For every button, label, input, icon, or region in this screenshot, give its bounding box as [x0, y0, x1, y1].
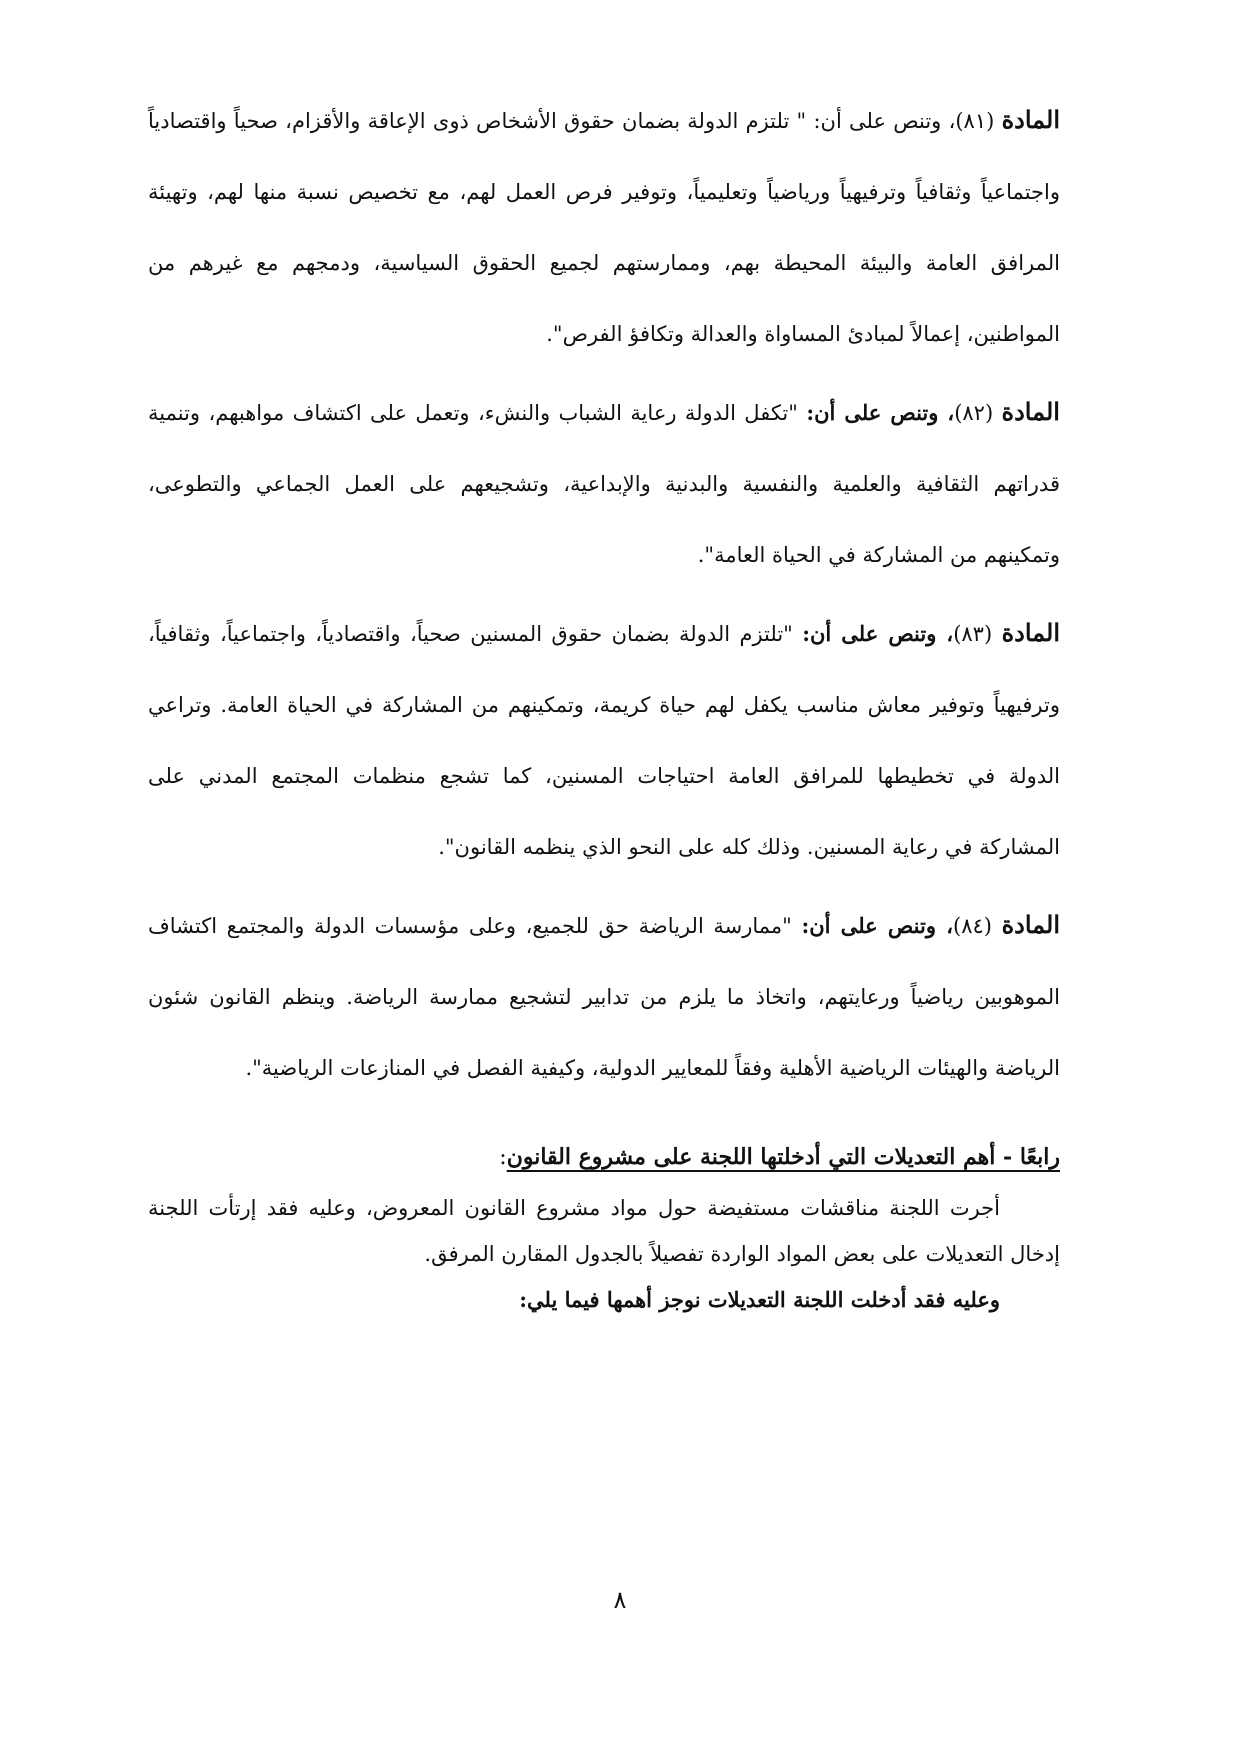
article-label: المادة	[1001, 397, 1060, 426]
article-intro: ، وتنص على أن:	[806, 400, 955, 425]
section-closing: وعليه فقد أدخلت اللجنة التعديلات نوجز أهمها فيما يلي:	[519, 1287, 1000, 1312]
page-number: ٨	[613, 1586, 627, 1614]
article-82	[148, 376, 1060, 591]
article-intro: ، وتنص على أن:	[802, 621, 954, 646]
article-label: المادة	[1001, 105, 1060, 134]
section-body: أجرت اللجنة مناقشات مستفيضة حول مواد مشروع القانون المعروض، وعليه فقد إرتأت اللجنة إدخال التعديلات على بعض المواد الواردة تفصيلاً بالجدول المقارن المرفق.	[148, 1196, 1060, 1266]
article-text: "تكفل الدولة رعاية الشباب والنشء، وتعمل على اكتشاف مواهبهم، وتنمية قدراتهم الثقافية والعلمية والنفسية والبدنية والإبداعية، وتشجيعهم على العمل الجماعي والتطوعى، وتمكينهم من المشاركة في الحياة العامة".	[148, 401, 1060, 567]
article-number: (٨٤)	[952, 914, 992, 938]
article-number: (٨١)	[955, 109, 995, 133]
article-81	[148, 84, 1060, 370]
article-text: "ممارسة الرياضة حق للجميع، وعلى مؤسسات الدولة والمجتمع اكتشاف الموهوبين رياضياً ورعايتهم، واتخاذ ما يلزم من تدابير لتشجيع ممارسة الرياضة. وينظم القانون شئون الرياضة والهيئات الرياضية الأهلية وفقاً للمعايير الدولية، وكيفية الفصل في المنازعات الرياضية".	[148, 914, 1060, 1080]
article-intro: ، وتنص على أن:	[813, 109, 956, 133]
article-intro: ، وتنص على أن:	[801, 913, 953, 938]
article-84	[148, 889, 1060, 1104]
article-83	[148, 597, 1060, 883]
document-page	[148, 84, 1060, 1684]
article-label: المادة	[1001, 910, 1060, 939]
article-number: (٨٢)	[954, 401, 994, 425]
article-text: "تلتزم الدولة بضمان حقوق المسنين صحياً، واقتصادياً، واجتماعياً، وثقافياً، وترفيهياً وتوفير معاش مناسب يكفل لهم حياة كريمة، وتمكينهم من المشاركة في الحياة العامة. وتراعي الدولة في تخطيطها للمرافق العامة احتياجات المسنين، كما تشجع منظمات المجتمع المدني على المشاركة في رعاية المسنين. وذلك كله على النحو الذي ينظمه القانون".	[148, 622, 1060, 859]
section-heading-colon: :	[499, 1145, 507, 1170]
section-heading	[148, 1134, 1060, 1181]
article-text: " تلتزم الدولة بضمان حقوق الأشخاص ذوى الإعاقة والأقزام، صحياً واقتصادياً واجتماعياً وثقافياً وترفيهياً ورياضياً وتعليمياً، وتوفير فرص العمل لهم، مع تخصيص نسبة منها لهم، وتهيئة المرافق العامة والبيئة المحيطة بهم، وممارستهم لجميع الحقوق السياسية، ودمجهم مع غيرهم من المواطنين، إعمالاً لمبادئ المساواة والعدالة وتكافؤ الفرص".	[148, 109, 1060, 346]
section-heading-text: رابعًا - أهم التعديلات التي أدخلتها اللجنة على مشروع القانون	[506, 1144, 1060, 1170]
article-label: المادة	[1001, 618, 1060, 647]
article-number: (٨٣)	[953, 622, 993, 646]
